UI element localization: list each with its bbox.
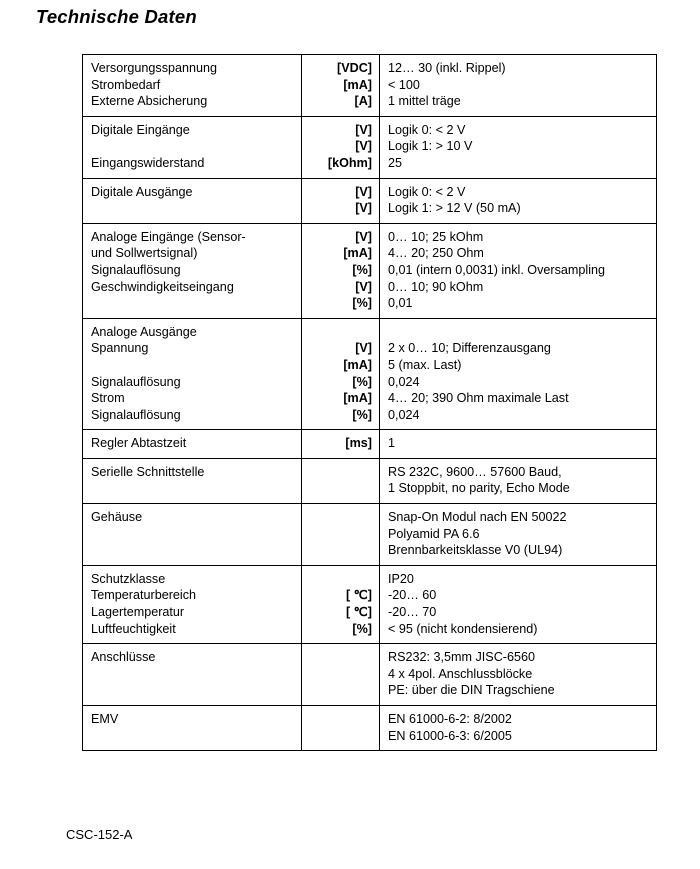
spec-label-cell [83, 430, 302, 459]
table-row [83, 178, 657, 223]
cell-line: Spannung [91, 341, 149, 356]
cell-line: Polyamid PA 6.6 [388, 526, 480, 541]
cell-line: Strom [91, 391, 125, 406]
cell-line: IP20 [388, 571, 414, 586]
spec-unit-cell [302, 504, 380, 566]
spec-label-cell [83, 644, 302, 706]
cell-line: Logik 0: < 2 V [388, 122, 466, 137]
cell-line: 0,01 (intern 0,0031) inkl. Oversampling [388, 262, 606, 277]
spec-label-cell [83, 565, 302, 643]
cell-line: < 95 (nicht kondensierend) [388, 621, 538, 636]
cell-line: 0… 10; 25 kOhm [388, 229, 484, 244]
cell-line: RS 232C, 9600… 57600 Baud, [388, 464, 562, 479]
spec-value-cell [380, 430, 657, 459]
cell-line: 1 [388, 436, 396, 451]
table-row [83, 458, 657, 503]
cell-line: EN 61000-6-2: 8/2002 [388, 712, 512, 726]
cell-line: Geschwindigkeitseingang [91, 279, 234, 294]
cell-line: Lagertemperatur [91, 605, 185, 620]
spec-label-cell [83, 178, 302, 223]
table-row [83, 318, 657, 430]
table-row [83, 504, 657, 566]
spec-unit-cell [302, 178, 380, 223]
spec-unit-cell [302, 318, 380, 430]
cell-line: Eingangswiderstand [91, 155, 205, 170]
cell-line: [V] [355, 184, 372, 199]
cell-line: 1 mittel träge [388, 94, 461, 109]
cell-line: [mA] [343, 357, 372, 372]
spec-value-cell [380, 644, 657, 706]
cell-line: [V] [355, 341, 372, 356]
cell-line: EN 61000-6-3: 6/2005 [388, 728, 512, 743]
cell-line: RS232: 3,5mm JISC-6560 [388, 650, 535, 665]
spec-value-cell [380, 565, 657, 643]
spec-unit-cell [302, 565, 380, 643]
cell-line: [ ℃] [345, 588, 372, 603]
table-row [83, 223, 657, 318]
table-row [83, 706, 657, 751]
cell-line: -20… 70 [388, 605, 437, 620]
spec-unit-cell [302, 116, 380, 178]
cell-line: [A] [354, 94, 372, 109]
cell-line: [mA] [343, 246, 372, 261]
document-footer-code: CSC-152-A [66, 827, 133, 842]
spec-value-cell [380, 55, 657, 117]
cell-line: [%] [352, 407, 372, 422]
spec-value-cell [380, 504, 657, 566]
cell-line: 0… 10; 90 kOhm [388, 279, 484, 294]
spec-label-cell [83, 504, 302, 566]
cell-line: < 100 [388, 77, 420, 92]
cell-line: 4… 20; 250 Ohm [388, 246, 484, 261]
cell-line: 12… 30 (inkl. Rippel) [388, 61, 506, 75]
cell-line: Digitale Ausgänge [91, 184, 193, 199]
cell-line: 0,024 [388, 407, 420, 422]
spec-label-cell [83, 706, 302, 751]
spec-value-cell [380, 318, 657, 430]
table-row [83, 116, 657, 178]
spec-unit-cell [302, 223, 380, 318]
spec-unit-cell [302, 55, 380, 117]
cell-line: [mA] [343, 391, 372, 406]
cell-line: -20… 60 [388, 588, 437, 603]
cell-line: Analoge Eingänge (Sensor- [91, 229, 246, 244]
cell-line: [%] [352, 621, 372, 636]
cell-line: Schutzklasse [91, 571, 166, 586]
spec-value-cell [380, 178, 657, 223]
spec-unit-cell [302, 430, 380, 459]
cell-line: Signalauflösung [91, 262, 181, 277]
cell-line: Analoge Ausgänge [91, 324, 197, 339]
cell-line: Externe Absicherung [91, 94, 208, 109]
table-body [83, 55, 657, 751]
spec-label-cell [83, 116, 302, 178]
cell-line: und Sollwertsignal) [91, 246, 198, 261]
cell-line: EMV [91, 712, 119, 726]
spec-unit-cell [302, 644, 380, 706]
cell-line: Logik 0: < 2 V [388, 184, 466, 199]
cell-line: Luftfeuchtigkeit [91, 621, 176, 636]
spec-value-cell [380, 116, 657, 178]
cell-line: Logik 1: > 10 V [388, 139, 473, 154]
cell-line: Signalauflösung [91, 407, 181, 422]
cell-line: 1 Stoppbit, no parity, Echo Mode [388, 481, 570, 496]
table-row [83, 644, 657, 706]
cell-line: Strombedarf [91, 77, 161, 92]
spec-value-cell [380, 458, 657, 503]
cell-line: Logik 1: > 12 V (50 mA) [388, 201, 521, 216]
cell-line: 2 x 0… 10; Differenzausgang [388, 341, 551, 356]
cell-line: [V] [355, 139, 372, 154]
spec-unit-cell [302, 706, 380, 751]
technical-data-table [82, 54, 657, 751]
table-row [83, 430, 657, 459]
cell-line: 4… 20; 390 Ohm maximale Last [388, 391, 569, 406]
cell-line: 4 x 4pol. Anschlussblöcke [388, 666, 533, 681]
cell-line: [%] [352, 374, 372, 389]
cell-line: [V] [355, 229, 372, 244]
cell-line: Regler Abtastzeit [91, 436, 187, 451]
cell-line: 0,024 [388, 374, 420, 389]
cell-line: [mA] [343, 77, 372, 92]
cell-line: Snap-On Modul nach EN 50022 [388, 510, 567, 525]
cell-line: 25 [388, 155, 403, 170]
table-row [83, 55, 657, 117]
cell-line: Temperaturbereich [91, 588, 196, 603]
cell-line: [V] [355, 279, 372, 294]
spec-label-cell [83, 458, 302, 503]
cell-line: Signalauflösung [91, 374, 181, 389]
cell-line: 0,01 [388, 296, 413, 311]
spec-label-cell [83, 55, 302, 117]
cell-line: Brennbarkeitsklasse V0 (UL94) [388, 543, 563, 558]
page-title: Technische Daten [36, 6, 197, 27]
cell-line: [V] [355, 122, 372, 137]
cell-line: [V] [355, 201, 372, 216]
cell-line: [kOhm] [327, 155, 372, 170]
table-row [83, 565, 657, 643]
cell-line: [ms] [345, 436, 372, 451]
cell-line: [ ℃] [345, 605, 372, 620]
spec-value-cell [380, 706, 657, 751]
cell-line: Serielle Schnittstelle [91, 464, 205, 479]
cell-line: 5 (max. Last) [388, 357, 462, 372]
cell-line: [VDC] [337, 61, 372, 75]
cell-line: Digitale Eingänge [91, 122, 190, 137]
cell-line: PE: über die DIN Tragschiene [388, 683, 555, 698]
cell-line: Anschlüsse [91, 650, 156, 665]
cell-line: Versorgungsspannung [91, 61, 218, 75]
spec-value-cell [380, 223, 657, 318]
spec-unit-cell [302, 458, 380, 503]
spec-label-cell [83, 318, 302, 430]
spec-label-cell [83, 223, 302, 318]
cell-line: [%] [352, 296, 372, 311]
cell-line: [%] [352, 262, 372, 277]
cell-line: Gehäuse [91, 510, 143, 525]
